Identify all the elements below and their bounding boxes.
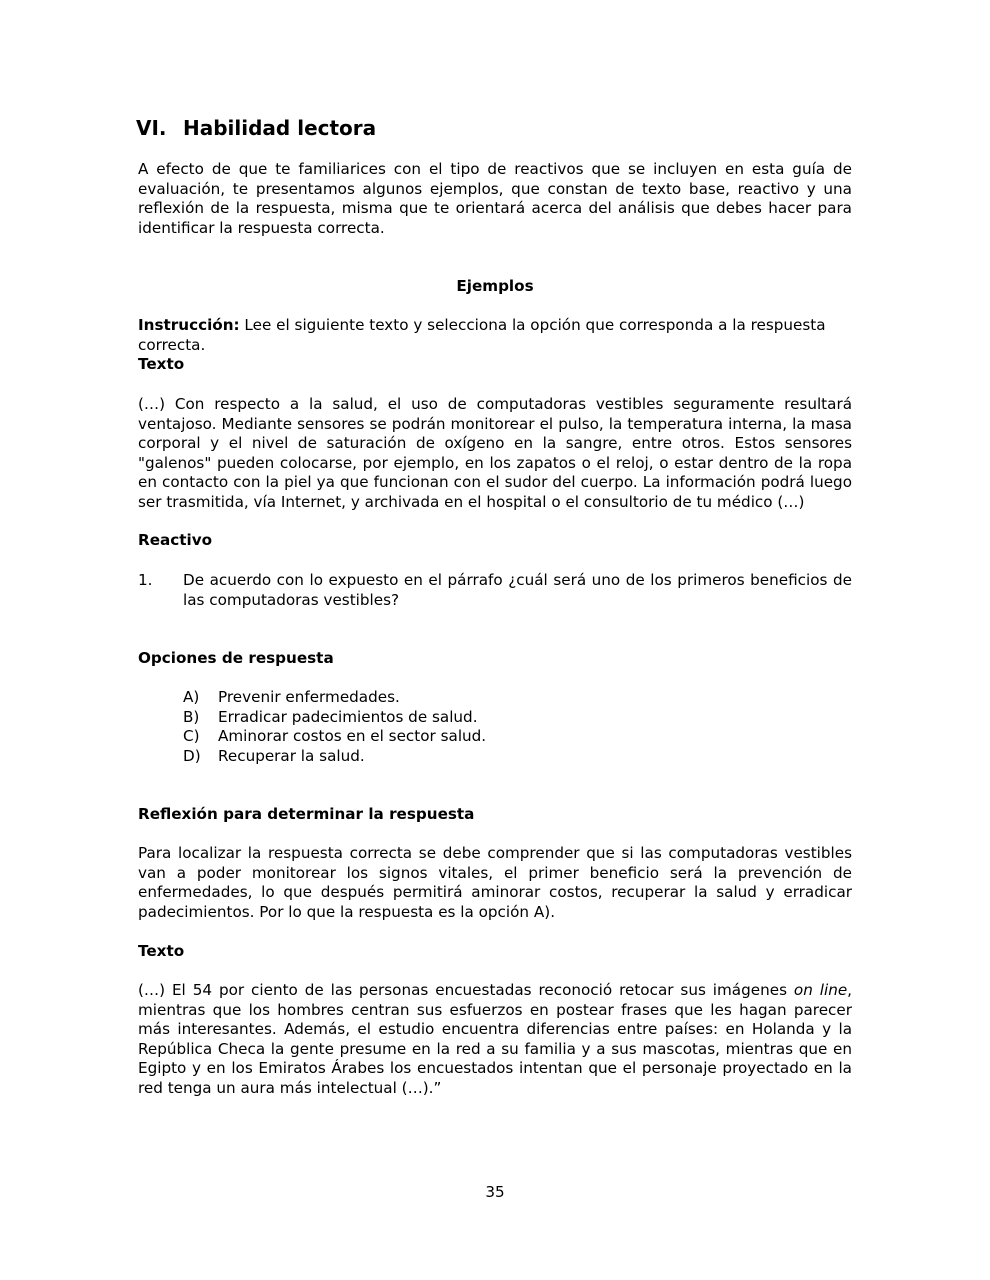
text2-body (138, 981, 852, 1099)
instruction (138, 316, 852, 355)
text2-body-italic: on line (793, 981, 848, 999)
page-number: 35 (485, 1183, 505, 1201)
option-text: Aminorar costos en el sector salud. (218, 727, 487, 745)
reactivo-heading: Reactivo (138, 531, 213, 549)
question-text: De acuerdo con lo expuesto en el párrafo ¿cuál será uno de los primeros beneficios de las computadoras vestibles? (183, 571, 852, 609)
instruction-label: Instrucción: (138, 316, 240, 334)
reflection-body: Para localizar la respuesta correcta se debe comprender que si las computadoras vestibles van a poder monitorear los signos vitales, el primer beneficio será la prevención de enfermedades, lo que después permitirá aminorar costos, recuperar la salud y erradicar padecimientos. Por lo que la respuesta es la opción A). (138, 844, 852, 921)
options-heading: Opciones de respuesta (138, 649, 334, 667)
reflection-heading: Reflexión para determinar la respuesta (138, 805, 475, 823)
option-letter: B) (183, 708, 200, 726)
option-text: Recuperar la salud. (218, 747, 365, 765)
text2-body-end: , mientras que los hombres centran sus esfuerzos en postear frases que les hagan parecer más interesantes. Además, el estudio encuentra diferencias entre países: en Holanda y la República Checa la gente presume en la red a su familia y a sus mascotas, mientras que en Egipto y en los Emiratos Árabes los encuestados intentan que el personaje proyectado en la red tenga un aura más intelectual (…).” (138, 981, 852, 1097)
examples-heading: Ejemplos (456, 277, 534, 295)
option-text: Prevenir enfermedades. (218, 688, 400, 706)
instruction-text: Lee el siguiente texto y selecciona la opción que corresponda a la respuesta correcta. (138, 316, 826, 354)
text2-body-start: (…) El 54 por ciento de las personas encuestadas reconoció retocar sus imágenes (138, 981, 794, 999)
intro-paragraph: A efecto de que te familiarices con el tipo de reactivos que se incluyen en esta guía de evaluación, te presentamos algunos ejemplos, que constan de texto base, reactivo y una reflexión de la respuesta, misma que te orientará acerca del análisis que debes hacer para identificar la respuesta correcta. (138, 160, 852, 237)
question-number: 1. (138, 571, 153, 589)
text1-body: (…) Con respecto a la salud, el uso de computadoras vestibles seguramente resultará ventajoso. Mediante sensores se podrán monitorear el pulso, la temperatura interna, la masa corporal y el nivel de saturación de oxígeno en la sangre, entre otros. Estos sensores "galenos" pueden colocarse, por ejemplo, en los zapatos o el reloj, o estar dentro de la ropa en contacto con la piel ya que funcionan con el sudor del cuerpo. La información podrá luego ser trasmitida, vía Internet, y archivada en el hospital o el consultorio de tu médico (…) (138, 395, 852, 511)
section-title: Habilidad lectora (183, 116, 377, 140)
option-letter: A) (183, 688, 200, 706)
option-letter: D) (183, 747, 201, 765)
text1-heading: Texto (138, 355, 185, 373)
option-text: Erradicar padecimientos de salud. (218, 708, 478, 726)
section-number: VI. (136, 116, 167, 140)
text2-heading: Texto (138, 942, 185, 960)
option-letter: C) (183, 727, 200, 745)
section-heading (136, 115, 376, 141)
